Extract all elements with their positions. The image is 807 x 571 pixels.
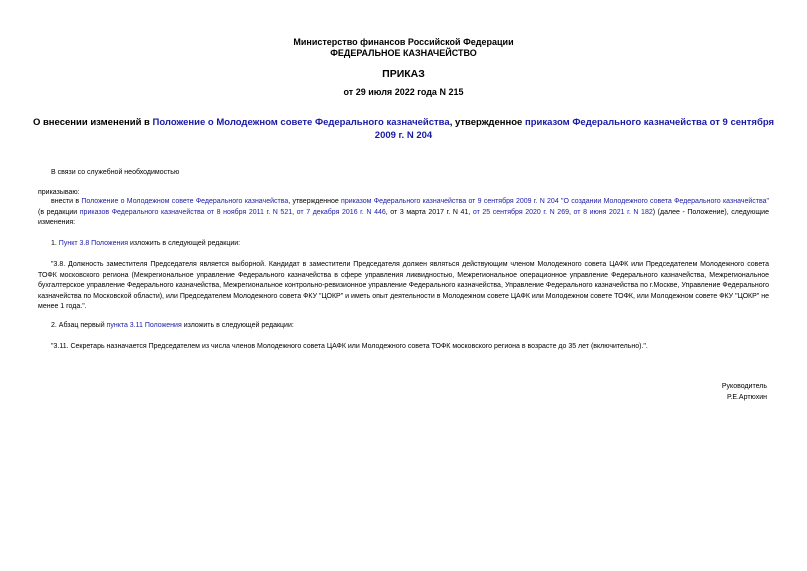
document-type: ПРИКАЗ — [382, 68, 425, 80]
document-title — [30, 116, 777, 142]
link-order-269[interactable]: от 25 сентября 2020 г. N 269 — [472, 208, 569, 216]
p1-text-4: , — [292, 208, 297, 216]
p1-text-3: (в редакции — [38, 208, 80, 216]
item2-text-2: изложить в следующей редакции: — [181, 322, 294, 329]
quote-clause-3-8: "3.8. Должность заместителя Председателя является выборной. Кандидат в заместители Председателя должен являться действующим членом Молодежного совета ЦАФК или Председателем Молодежного совета ТОФК московского региона (Межрегиональное управление Федерального казначейства в сфере управления ликвидностью, Межрегиональное операционное управление Федерального казначейства, Межрегиональное бухгалтерское управление Федерального казначейства, Межрегиональное контрольно-ревизионное управление Федерального казначейства, Управление Федерального казначейства по г.Москве, Управление Федерального казначейства по Московской области), или Председателем Молодежного совета ФКУ "ЦОКР" и иметь опыт деятельности в Молодежном совете ЦАФК или Молодежном совете ТОФК, или Молодежном совете ФКУ "ЦОКР" не менее 1 года.". — [38, 261, 769, 310]
link-order-521[interactable]: приказов Федерального казначейства от 8 ноября 2011 г. N 521 — [79, 208, 293, 216]
p1-text-6: , — [568, 208, 574, 216]
link-clause-3-8[interactable]: Пункт 3.8 Положения — [58, 240, 129, 247]
p1-text-1: внести в — [51, 198, 82, 205]
quote-clause-3-11: "3.11. Секретарь назначается Председателем из числа членов Молодежного совета ЦАФК или Молодежного совета ТОФК московского региона в возрасте до 35 лет (включительно).". — [51, 343, 648, 350]
p1-text-7: ) (далее - Положение), следующие изменения: — [38, 208, 769, 226]
p1-text-5: , от 3 марта 2017 г. N 41, — [385, 208, 473, 216]
order-word: приказываю: — [38, 189, 80, 196]
paragraph-amendments — [38, 197, 769, 229]
p1-text-2: , утвержденное — [288, 198, 342, 205]
link-regulation[interactable]: Положение о Молодежном совете Федерального казначейства — [81, 198, 289, 205]
treasury-name: ФЕДЕРАЛЬНОЕ КАЗНАЧЕЙСТВО — [330, 48, 477, 58]
title-link-order[interactable]: приказом Федерального казначейства от 9 сентября 2009 г. N 204 — [374, 117, 775, 141]
link-order-204[interactable]: приказом Федерального казначейства от 9 сентября 2009 г. N 204 "О создании Молодежного совета Федерального казначейства" — [341, 198, 769, 205]
item1-number: 1. — [51, 240, 59, 247]
signature-position: Руководитель — [721, 383, 767, 390]
link-order-446[interactable]: от 7 декабря 2016 г. N 446 — [296, 208, 386, 216]
item2-text-1: 2. Абзац первый — [51, 322, 107, 329]
item1-text: изложить в следующей редакции: — [128, 240, 241, 247]
signature-name: Р.Е.Артюхин — [727, 394, 767, 401]
document-date-number: от 29 июля 2022 года N 215 — [343, 87, 464, 97]
title-middle: , утвержденное — [449, 117, 525, 128]
intro-paragraph: В связи со служебной необходимостью — [51, 169, 180, 176]
title-link-regulation[interactable]: Положение о Молодежном совете Федерального казначейства — [152, 117, 450, 128]
item-2 — [38, 321, 769, 332]
link-clause-3-11[interactable]: пункта 3.11 Положения — [106, 322, 182, 329]
item-1 — [38, 239, 769, 250]
link-order-182[interactable]: от 8 июня 2021 г. N 182 — [573, 208, 653, 216]
title-prefix: О внесении изменений в — [32, 117, 153, 128]
ministry-name: Министерство финансов Российской Федерации — [293, 37, 514, 47]
